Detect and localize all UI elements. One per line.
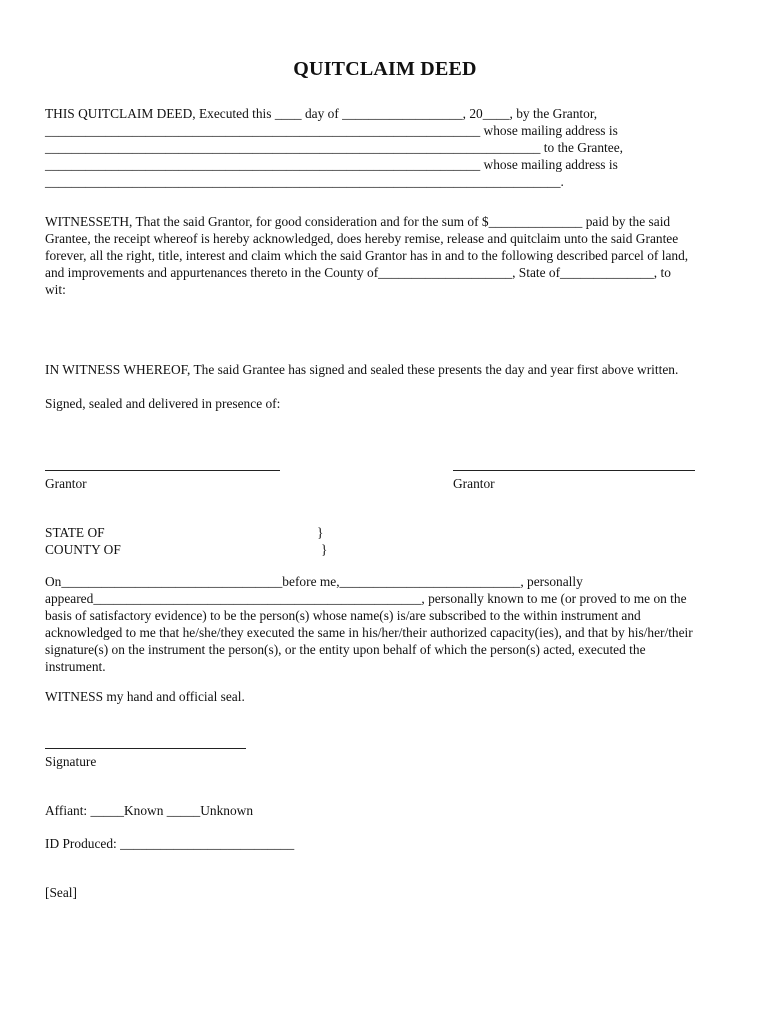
county-brace: } <box>321 542 328 557</box>
notary-line: appeared_________________________________________________, personally known to me (or proved to me on the <box>45 591 687 606</box>
county-of-label: COUNTY OF <box>45 542 121 557</box>
intro-line: _____________________________________________________________________________. <box>45 174 564 189</box>
id-produced-field: ID Produced: __________________________ <box>45 836 295 851</box>
intro-paragraph <box>45 105 727 190</box>
witness-hand-statement: WITNESS my hand and official seal. <box>45 689 245 704</box>
grantor-label-left: Grantor <box>45 476 87 491</box>
grantor-signature-line-left <box>45 470 280 471</box>
witnesseth-line: Grantee, the receipt whereof is hereby acknowledged, does hereby remise, release and quitclaim unto the said Grantee <box>45 231 679 246</box>
in-witness-statement: IN WITNESS WHEREOF, The said Grantee has signed and sealed these presents the day and year first above written. <box>45 362 679 377</box>
intro-line: _________________________________________________________________ whose mailing address is <box>45 123 618 138</box>
grantor-label-right: Grantor <box>453 476 495 491</box>
state-brace: } <box>317 525 324 540</box>
signed-sealed-statement: Signed, sealed and delivered in presence of: <box>45 396 281 411</box>
signature-label: Signature <box>45 754 97 769</box>
state-of-label: STATE OF <box>45 525 105 540</box>
intro-line: _________________________________________________________________ whose mailing address is <box>45 157 618 172</box>
witnesseth-paragraph <box>45 213 727 298</box>
notary-line: signature(s) on the instrument the person(s), or the entity upon behalf of which the person(s) acted, executed the <box>45 642 646 657</box>
document-title: QUITCLAIM DEED <box>293 58 477 80</box>
affiant-field: Affiant: _____Known _____Unknown <box>45 803 254 818</box>
notary-line: basis of satisfactory evidence) to be the person(s) whose name(s) is/are subscribed to the within instrument and <box>45 608 641 623</box>
notary-line: acknowledged to me that he/she/they executed the same in his/her/their authorized capacity(ies), and that by his/her/their <box>45 625 693 640</box>
notary-signature-line <box>45 748 246 749</box>
witnesseth-line: WITNESSETH, That the said Grantor, for good consideration and for the sum of $______________ paid by the said <box>45 214 671 229</box>
notary-paragraph <box>45 573 727 675</box>
intro-line: THIS QUITCLAIM DEED, Executed this ____ day of __________________, 20____, by the Grantor, <box>45 106 598 121</box>
witnesseth-line: forever, all the right, title, interest and claim which the said Grantor has in and to the following described parcel of land, <box>45 248 689 263</box>
witnesseth-line: and improvements and appurtenances thereto in the County of____________________, State of______________, to <box>45 265 671 280</box>
intro-line: __________________________________________________________________________ to the Grantee, <box>45 140 623 155</box>
notary-line: instrument. <box>45 659 106 674</box>
grantor-signature-line-right <box>453 470 695 471</box>
seal-label: [Seal] <box>45 885 77 900</box>
witnesseth-line: wit: <box>45 282 66 297</box>
notary-line: On_________________________________before me,___________________________, personally <box>45 574 583 589</box>
